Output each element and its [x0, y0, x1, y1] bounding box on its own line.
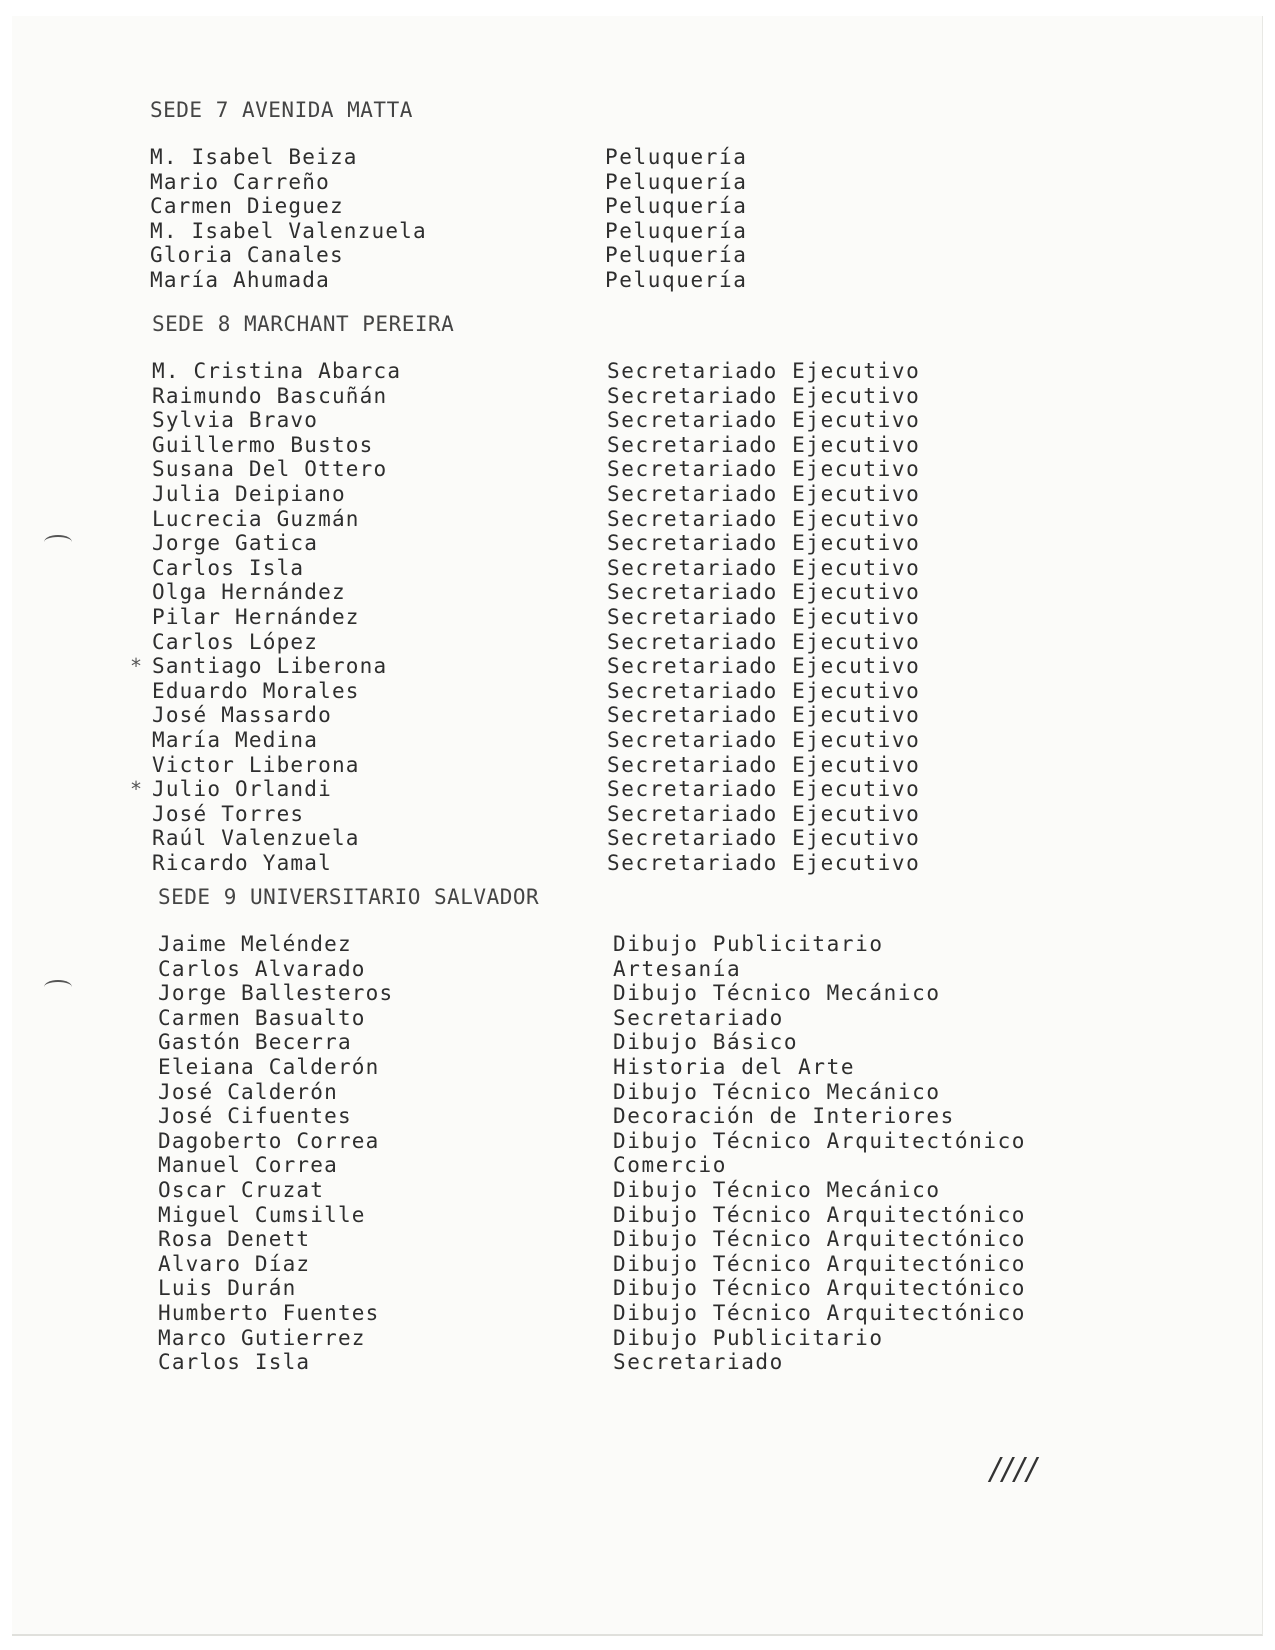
list-item — [152, 727, 921, 753]
career-name: Secretariado Ejecutivo — [607, 506, 921, 531]
career-name: Secretariado Ejecutivo — [607, 850, 921, 875]
list-item — [152, 432, 921, 458]
student-name: Olga Hernández — [152, 580, 346, 605]
enrollment-list — [130, 359, 921, 875]
career-name: Secretariado Ejecutivo — [607, 457, 921, 482]
student-name: Santiago Liberona — [152, 654, 388, 679]
career-name: Comercio — [613, 1153, 727, 1178]
career-name: Peluquería — [605, 145, 748, 169]
list-item — [158, 1079, 941, 1105]
list-item — [158, 932, 884, 957]
student-name: Manuel Correa — [158, 1153, 338, 1178]
student-name: Raimundo Bascuñán — [152, 383, 388, 408]
student-name: Carlos López — [152, 629, 319, 654]
student-name: Humberto Fuentes — [158, 1300, 380, 1325]
enrollment-list — [150, 145, 748, 293]
list-item — [158, 981, 941, 1006]
student-name: Carlos Isla — [152, 555, 305, 580]
list-item — [152, 850, 921, 876]
student-name: Sylvia Bravo — [152, 408, 319, 433]
section-heading: SEDE 9 UNIVERSITARIO SALVADOR — [158, 885, 540, 909]
student-name: José Massardo — [152, 703, 332, 728]
career-name: Secretariado Ejecutivo — [607, 555, 921, 580]
student-name: Lucrecia Guzmán — [152, 506, 360, 531]
list-item — [158, 1350, 784, 1375]
student-name: Oscar Cruzat — [158, 1177, 325, 1202]
list-item — [150, 267, 748, 293]
list-item — [152, 580, 921, 605]
list-item — [158, 1005, 784, 1031]
student-name: Victor Liberona — [152, 752, 360, 777]
list-item — [158, 1153, 727, 1178]
career-name: Dibujo Técnico Arquitectónico — [613, 1300, 1027, 1325]
student-name: M. Cristina Abarca — [152, 359, 402, 383]
career-name: Dibujo Técnico Arquitectónico — [613, 1227, 1027, 1252]
list-item — [158, 1251, 1027, 1277]
list-item — [152, 604, 921, 630]
list-item — [152, 826, 921, 851]
student-name: Mario Carreño — [150, 169, 330, 194]
asterisk-mark: * — [130, 654, 143, 679]
section-heading: SEDE 8 MARCHANT PEREIRA — [152, 312, 455, 336]
career-name: Secretariado Ejecutivo — [607, 383, 921, 408]
list-item — [158, 1325, 884, 1351]
list-item — [152, 506, 921, 532]
student-name: Dagoberto Correa — [158, 1128, 380, 1153]
list-item — [150, 243, 748, 268]
list-item — [158, 1177, 941, 1203]
student-name: Carmen Dieguez — [150, 194, 344, 219]
list-item — [150, 194, 748, 219]
section-heading: SEDE 7 AVENIDA MATTA — [150, 98, 413, 122]
career-name: Dibujo Técnico Arquitectónico — [613, 1128, 1027, 1153]
list-item — [152, 703, 921, 728]
career-name: Secretariado Ejecutivo — [607, 432, 921, 457]
career-name: Dibujo Técnico Arquitectónico — [613, 1202, 1027, 1227]
career-name: Secretariado Ejecutivo — [607, 678, 921, 703]
career-name: Dibujo Básico — [613, 1030, 799, 1055]
list-item — [158, 1276, 1027, 1301]
student-name: Rosa Denett — [158, 1227, 311, 1252]
student-name: Miguel Cumsille — [158, 1202, 366, 1227]
career-name: Secretariado Ejecutivo — [607, 826, 921, 851]
career-name: Dibujo Publicitario — [613, 1325, 884, 1350]
student-name: Eleiana Calderón — [158, 1054, 380, 1079]
career-name: Secretariado Ejecutivo — [607, 801, 921, 826]
career-name: Secretariado Ejecutivo — [607, 531, 921, 556]
list-item — [152, 629, 921, 655]
student-name: Jorge Gatica — [152, 531, 319, 556]
list-item — [158, 1202, 1027, 1228]
list-item — [130, 777, 921, 802]
student-name: José Torres — [152, 801, 305, 826]
binder-hole-mark — [44, 535, 72, 549]
student-name: Julio Orlandi — [152, 777, 332, 802]
career-name: Dibujo Técnico Mecánico — [613, 1079, 941, 1104]
student-name: Luis Durán — [158, 1276, 297, 1301]
career-name: Secretariado Ejecutivo — [607, 777, 921, 802]
student-name: Ricardo Yamal — [152, 850, 332, 875]
list-item — [152, 408, 921, 433]
list-item — [152, 531, 921, 556]
student-name: Julia Deipiano — [152, 481, 346, 506]
career-name: Secretariado Ejecutivo — [607, 481, 921, 506]
career-name: Secretariado Ejecutivo — [607, 604, 921, 629]
career-name: Dibujo Técnico Arquitectónico — [613, 1276, 1027, 1301]
list-item — [158, 1128, 1027, 1154]
list-item — [158, 1030, 799, 1055]
section-sede-8 — [130, 312, 921, 875]
career-name: Peluquería — [605, 194, 748, 219]
student-name: M. Isabel Beiza — [150, 145, 358, 169]
student-name: Marco Gutierrez — [158, 1325, 366, 1350]
student-name: Gastón Becerra — [158, 1030, 352, 1055]
career-name: Artesanía — [613, 956, 742, 981]
career-name: Secretariado — [613, 1350, 784, 1375]
career-name: Decoración de Interiores — [613, 1104, 955, 1129]
list-item — [152, 457, 921, 482]
student-name: Pilar Hernández — [152, 604, 360, 629]
student-name: José Cifuentes — [158, 1104, 352, 1129]
career-name: Dibujo Técnico Mecánico — [613, 981, 941, 1006]
career-name: Secretariado Ejecutivo — [607, 654, 921, 679]
section-sede-9 — [158, 885, 1027, 1375]
list-item — [158, 956, 742, 982]
career-name: Secretariado Ejecutivo — [607, 703, 921, 728]
student-name: Susana Del Ottero — [152, 457, 388, 482]
student-name: Raúl Valenzuela — [152, 826, 360, 851]
list-item — [152, 752, 921, 778]
list-item — [152, 678, 921, 704]
student-name: Guillermo Bustos — [152, 432, 374, 457]
career-name: Secretariado Ejecutivo — [607, 752, 921, 777]
student-name: Jorge Ballesteros — [158, 981, 394, 1006]
binder-hole-mark — [44, 980, 72, 994]
career-name: Dibujo Técnico Mecánico — [613, 1177, 941, 1202]
list-item — [150, 218, 748, 244]
enrollment-list — [158, 932, 1027, 1375]
list-item — [152, 801, 921, 827]
career-name: Secretariado — [613, 1005, 784, 1030]
career-name: Peluquería — [605, 218, 748, 243]
career-name: Secretariado Ejecutivo — [607, 359, 921, 383]
career-name: Secretariado Ejecutivo — [607, 727, 921, 752]
list-item — [130, 654, 921, 679]
list-item — [152, 555, 921, 581]
handwritten-marks: //// — [990, 1452, 1039, 1487]
student-name: Eduardo Morales — [152, 678, 360, 703]
career-name: Secretariado Ejecutivo — [607, 629, 921, 654]
student-name: Jaime Meléndez — [158, 932, 352, 956]
student-name: Alvaro Díaz — [158, 1251, 311, 1276]
asterisk-mark: * — [130, 777, 143, 802]
list-item — [158, 1227, 1027, 1252]
list-item — [152, 383, 921, 409]
section-sede-7 — [150, 98, 748, 293]
list-item — [158, 1104, 955, 1129]
student-name: Carlos Isla — [158, 1350, 311, 1375]
student-name: María Medina — [152, 727, 319, 752]
student-name: José Calderón — [158, 1079, 338, 1104]
career-name: Historia del Arte — [613, 1054, 856, 1079]
career-name: Peluquería — [605, 169, 748, 194]
career-name: Peluquería — [605, 267, 748, 292]
list-item — [158, 1054, 856, 1080]
career-name: Dibujo Técnico Arquitectónico — [613, 1251, 1027, 1276]
list-item — [152, 481, 921, 507]
career-name: Secretariado Ejecutivo — [607, 580, 921, 605]
student-name: Gloria Canales — [150, 243, 344, 268]
student-name: María Ahumada — [150, 267, 330, 292]
student-name: Carmen Basualto — [158, 1005, 366, 1030]
student-name: Carlos Alvarado — [158, 956, 366, 981]
list-item — [150, 145, 748, 170]
list-item — [158, 1300, 1027, 1326]
career-name: Peluquería — [605, 243, 748, 268]
career-name: Secretariado Ejecutivo — [607, 408, 921, 433]
list-item — [152, 359, 921, 384]
career-name: Dibujo Publicitario — [613, 932, 884, 956]
student-name: M. Isabel Valenzuela — [150, 218, 427, 243]
list-item — [150, 169, 748, 195]
